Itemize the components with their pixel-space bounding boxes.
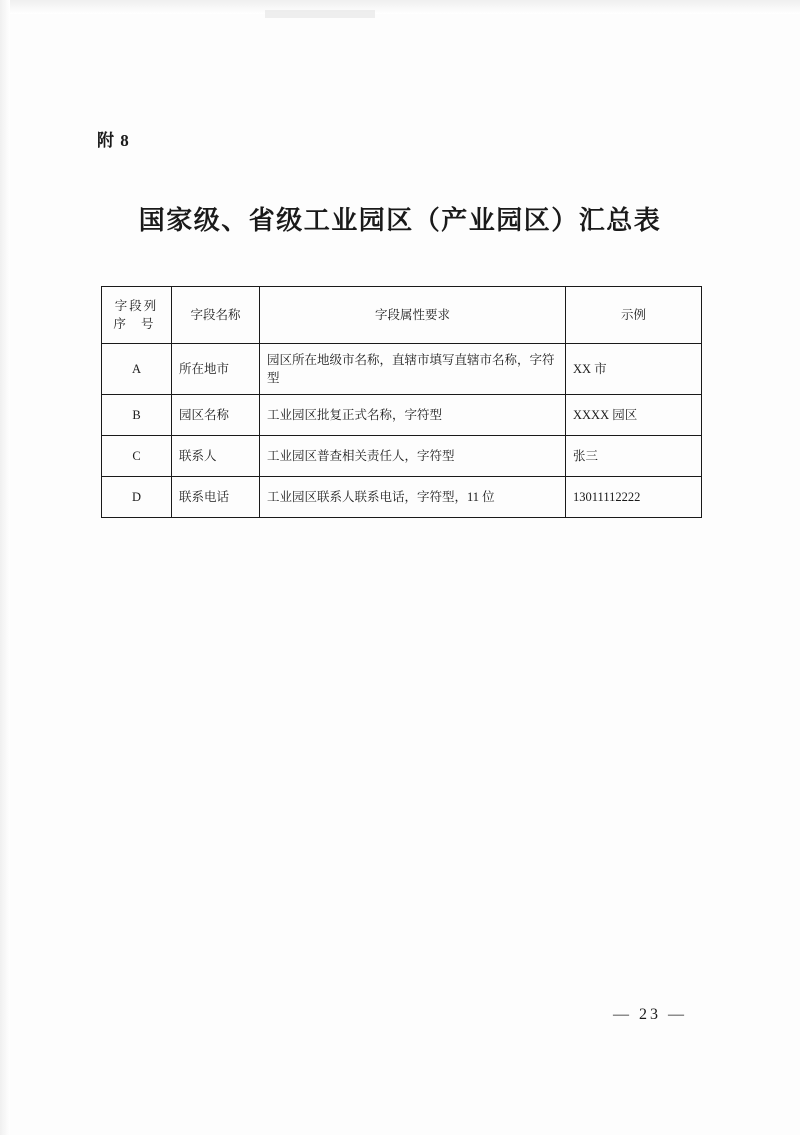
scan-artifact	[265, 10, 375, 18]
column-header-sequence-line2: 序 号	[113, 317, 160, 331]
attachment-label: 附 8	[97, 131, 130, 150]
page-number: — 23 —	[613, 1006, 687, 1023]
column-header-sequence	[102, 287, 172, 344]
cell-attribute: 园区所在地级市名称，直辖市填写直辖市名称，字符型	[260, 344, 566, 395]
table-body	[102, 344, 702, 518]
scan-edge-top	[0, 0, 800, 14]
cell-sequence: C	[102, 436, 172, 477]
table-row	[102, 436, 702, 477]
cell-example: 张三	[566, 436, 702, 477]
cell-sequence: B	[102, 395, 172, 436]
table-row	[102, 477, 702, 518]
column-header-attribute: 字段属性要求	[260, 287, 566, 344]
column-header-sequence-line1: 字段列	[114, 298, 159, 313]
cell-example: XXXX 园区	[566, 395, 702, 436]
table-row	[102, 344, 702, 395]
cell-field-name: 园区名称	[172, 395, 260, 436]
cell-field-name: 联系人	[172, 436, 260, 477]
cell-sequence: A	[102, 344, 172, 395]
cell-field-name: 联系电话	[172, 477, 260, 518]
table-header-row	[102, 287, 702, 344]
scan-edge-left	[0, 0, 10, 1135]
cell-example: XX 市	[566, 344, 702, 395]
cell-field-name: 所在地市	[172, 344, 260, 395]
cell-attribute: 工业园区联系人联系电话，字符型，11 位	[260, 477, 566, 518]
cell-example: 13011112222	[566, 477, 702, 518]
column-header-example: 示例	[566, 287, 702, 344]
cell-attribute: 工业园区批复正式名称，字符型	[260, 395, 566, 436]
table-header	[102, 287, 702, 344]
column-header-field-name: 字段名称	[172, 287, 260, 344]
table-row	[102, 395, 702, 436]
cell-attribute: 工业园区普查相关责任人，字符型	[260, 436, 566, 477]
field-definition-table	[101, 286, 702, 518]
cell-sequence: D	[102, 477, 172, 518]
page-title: 国家级、省级工业园区（产业园区）汇总表	[138, 206, 662, 235]
